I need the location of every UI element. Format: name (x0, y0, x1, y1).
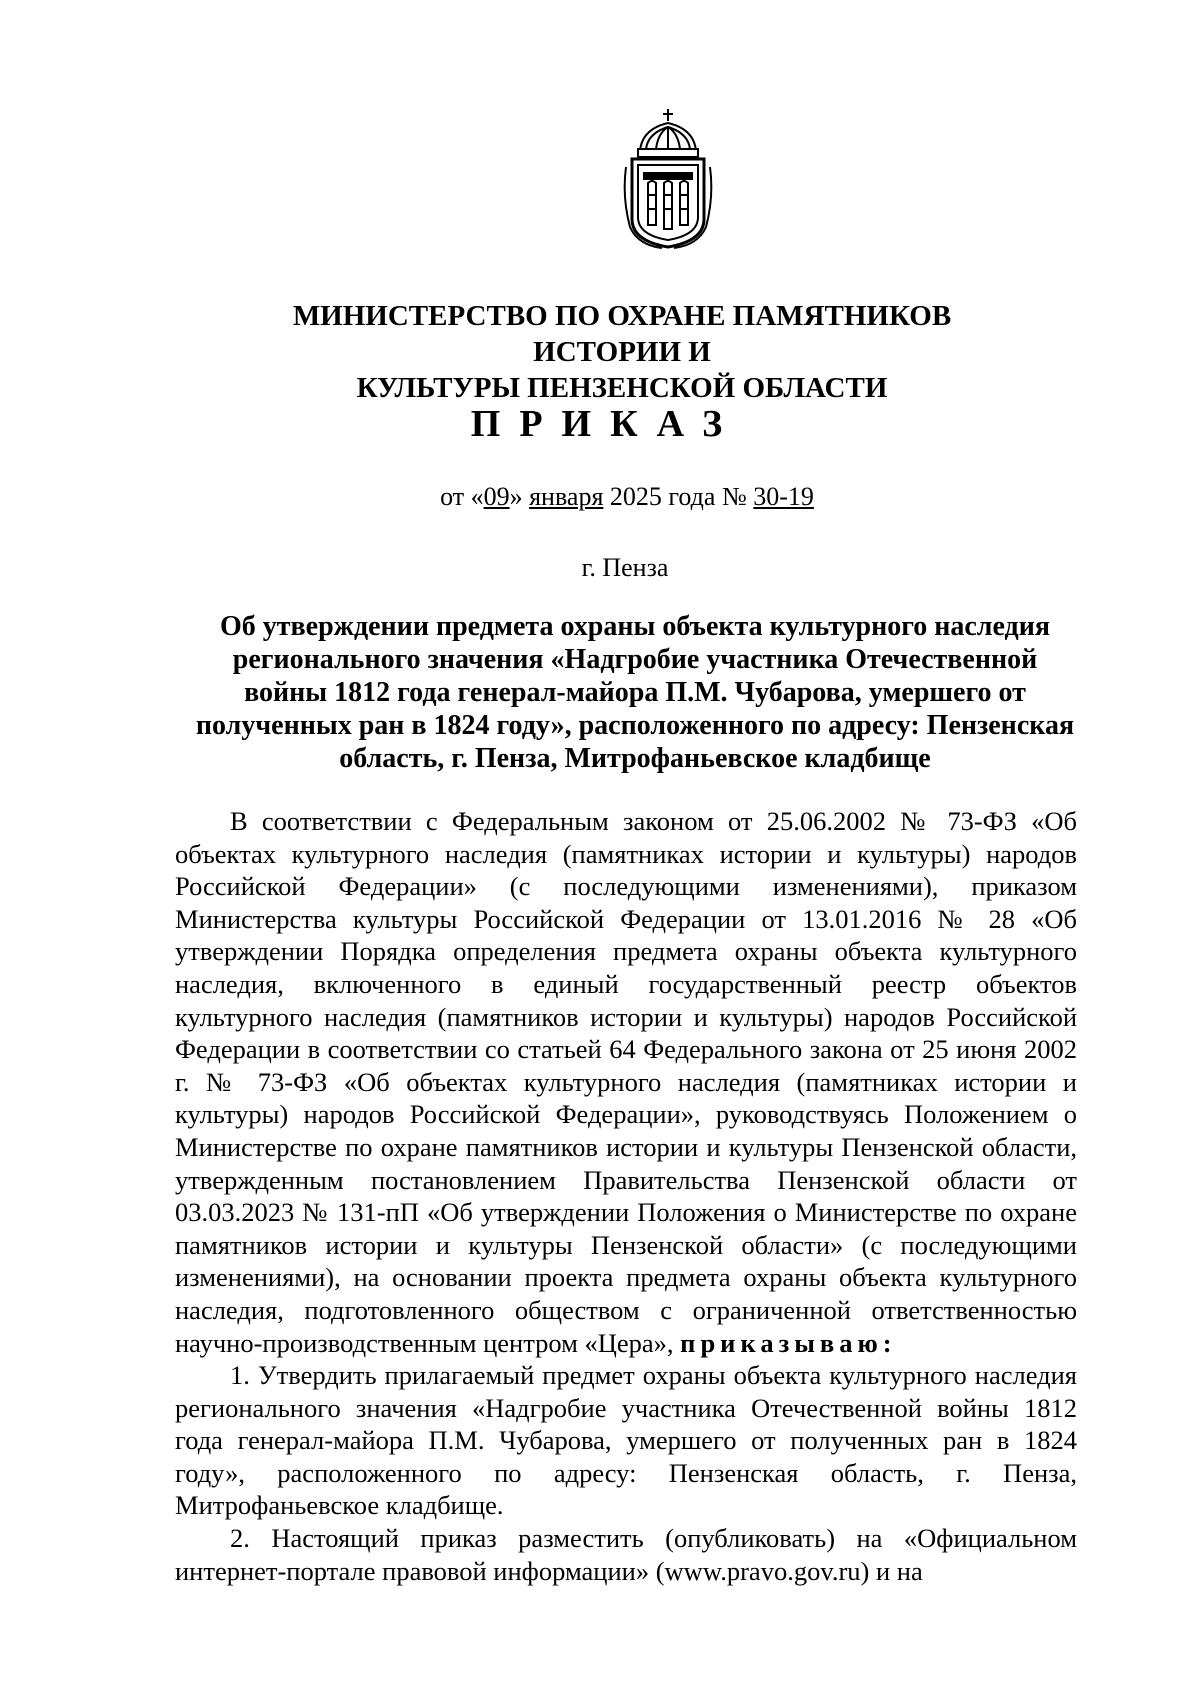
document-date-number (0, 482, 1200, 512)
city-name: г. Пенза (581, 553, 669, 582)
ministry-name (232, 298, 1012, 406)
date-month: января (529, 482, 604, 511)
document-type-title: ПРИКАЗ (470, 403, 742, 445)
ministry-name-line-2: КУЛЬТУРЫ ПЕНЗЕНСКОЙ ОБЛАСТИ (356, 372, 888, 404)
date-sep-2: 2025 года № (603, 482, 754, 511)
document-number: 30-19 (753, 482, 814, 511)
order-item-1: 1. Утвердить прилагаемый предмет охраны объекта культурного наследия регионального значения «Надгробие участника Отечественной войны 1812 года генерал-майора П.М. Чубарова, умершего от полученных ран в 1824 году», расположенного по адресу: Пензенская область, г. Пенза, Митрофаньевское кладбище. (175, 1360, 1077, 1521)
coat-of-arms-emblem (622, 107, 714, 249)
order-item-2: 2. Настоящий приказ разместить (опубликовать) на «Официальном интернет-портале правовой информации» (www.pravo.gov.ru) и на (175, 1523, 1077, 1586)
preamble-paragraph (175, 805, 1077, 1359)
subject-line-5: область, г. Пенза, Митрофаньевское кладбище (339, 743, 931, 774)
subject-line-1: Об утверждении предмета охраны объекта культурного наследия (220, 611, 1050, 642)
order-word: приказываю: (680, 1327, 897, 1358)
date-prefix: от « (440, 482, 484, 511)
subject-line-2: регионального значения «Надгробие участника Отечественной (232, 644, 1038, 675)
preamble-text: В соответствии с Федеральным законом от 25.06.2002 № 73-ФЗ «Об объектах культурного наследия (памятниках истории и культуры) народов Российской Федерации» (с последующими изменениями), приказом Министерства культуры Российской Федерации от 13.01.2016 № 28 «Об утверждении Порядка определения предмета охраны объекта культурного наследия, включенного в единый государственный реестр объектов культурного наследия (памятников истории и культуры) народов Российской Федерации в соответствии со статьей 64 Федерального закона от 25 июня 2002 г. № 73-ФЗ «Об объектах культурного наследия (памятниках истории и культуры) народов Российской Федерации», руководствуясь Положением о Министерстве по охране памятников истории и культуры Пензенской области, утвержденным постановлением Правительства Пензенской области от 03.03.2023 № 131-пП «Об утверждении Положения о Министерстве по охране памятников истории и культуры Пензенской области» (с последующими изменениями), на основании проекта предмета охраны объекта культурного наследия, подготовленного обществом с ограниченной ответственностью научно-производственным центром «Цера», (175, 806, 1077, 1358)
order-body (175, 805, 1077, 1587)
date-day: 09 (483, 482, 510, 511)
order-subject-heading (195, 610, 1075, 775)
subject-line-3: войны 1812 года генерал-майора П.М. Чубарова, умершего от (244, 677, 1026, 708)
subject-line-4: полученных ран в 1824 году», расположенного по адресу: Пензенская (195, 710, 1075, 741)
ministry-name-line-1: МИНИСТЕРСТВО ПО ОХРАНЕ ПАМЯТНИКОВ ИСТОРИИ И (292, 300, 952, 368)
date-sep-1: » (509, 482, 530, 511)
